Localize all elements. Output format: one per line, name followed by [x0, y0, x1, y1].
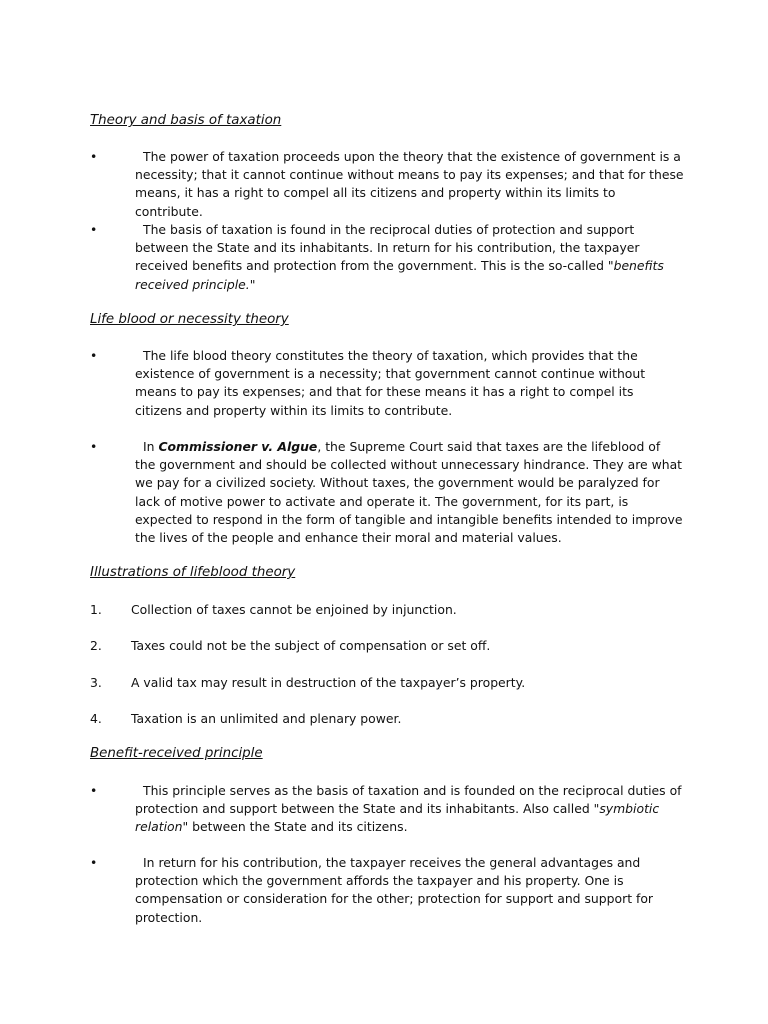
section-heading-illustrations: Illustrations of lifeblood theory [90, 565, 296, 580]
case-name: Commissioner v. Algue [158, 439, 318, 454]
item-number: 2. [90, 638, 102, 653]
emphasis-text: "symbiotic relation" [135, 801, 660, 835]
item-number: 3. [90, 675, 102, 690]
numbered-item [90, 601, 684, 619]
item-text: Taxes could not be the subject of compensation or set off. [131, 638, 491, 653]
bullet-icon: • [90, 149, 98, 164]
bullet-item [90, 221, 684, 294]
bullet-icon: • [90, 348, 98, 363]
section-heading-theory-basis: Theory and basis of taxation [90, 113, 282, 128]
bullet-icon: • [90, 783, 98, 798]
text-run: In [143, 439, 159, 454]
item-text: A valid tax may result in destruction of the taxpayer’s property. [131, 675, 526, 690]
numbered-item [90, 710, 684, 728]
bullet-item [90, 438, 684, 547]
item-number: 4. [90, 711, 102, 726]
bullet-text [135, 221, 684, 294]
bullet-item [90, 148, 684, 221]
bullet-icon: • [90, 439, 98, 454]
bullet-item [90, 782, 684, 837]
bullet-item [90, 347, 684, 420]
numbered-item [90, 637, 684, 655]
item-text: Collection of taxes cannot be enjoined by injunction. [131, 602, 457, 617]
item-number: 1. [90, 602, 102, 617]
text-run: This principle serves as the basis of taxation and is founded on the reciprocal duties of protection and support between the State and its inhabitants. Also called [135, 783, 682, 817]
text-run: between the State and its citizens. [188, 819, 408, 835]
text-run: The basis of taxation is found in the reciprocal duties of protection and support between the State and its inhabitants. In return for his contribution, the taxpayer received benefits and protection from the government. This is the so-called [135, 222, 640, 274]
section-heading-benefit-received: Benefit-received principle [90, 746, 263, 761]
numbered-item [90, 674, 684, 692]
bullet-text: The life blood theory constitutes the theory of taxation, which provides that the existence of government is a necessity; that government cannot continue without means to pay its expenses; and that for these means it has a right to compel its citizens and property within its limits to contribute. [135, 348, 646, 418]
item-text: Taxation is an unlimited and plenary power. [131, 711, 402, 726]
text-run: , the Supreme Court said that taxes are the lifeblood of the government and should be collected without unnecessary hindrance. They are what we pay for a civilized society. Without taxes, the government would be paralyzed for lack of motive power to activate and operate it. The government, for its part, is expected to respond in the form of tangible and intangible benefits intended to improve the lives of the people and enhance their moral and material values. [135, 439, 683, 546]
bullet-icon: • [90, 222, 98, 237]
bullet-text [135, 782, 684, 837]
bullet-text: In return for his contribution, the taxpayer receives the general advantages and protection which the government affords the taxpayer and his property. One is compensation or consideration for the other; protection for support and support for protection. [135, 855, 654, 925]
section-heading-life-blood: Life blood or necessity theory [90, 312, 289, 327]
bullet-text: The power of taxation proceeds upon the theory that the existence of government is a necessity; that it cannot continue without means to pay its expenses; and that for these means, it has a right to compel all its citizens and property within its limits to contribute. [135, 149, 684, 219]
bullet-icon: • [90, 855, 98, 870]
emphasis-text: "benefits received principle." [135, 258, 664, 292]
bullet-text [135, 438, 684, 547]
bullet-item [90, 854, 684, 927]
